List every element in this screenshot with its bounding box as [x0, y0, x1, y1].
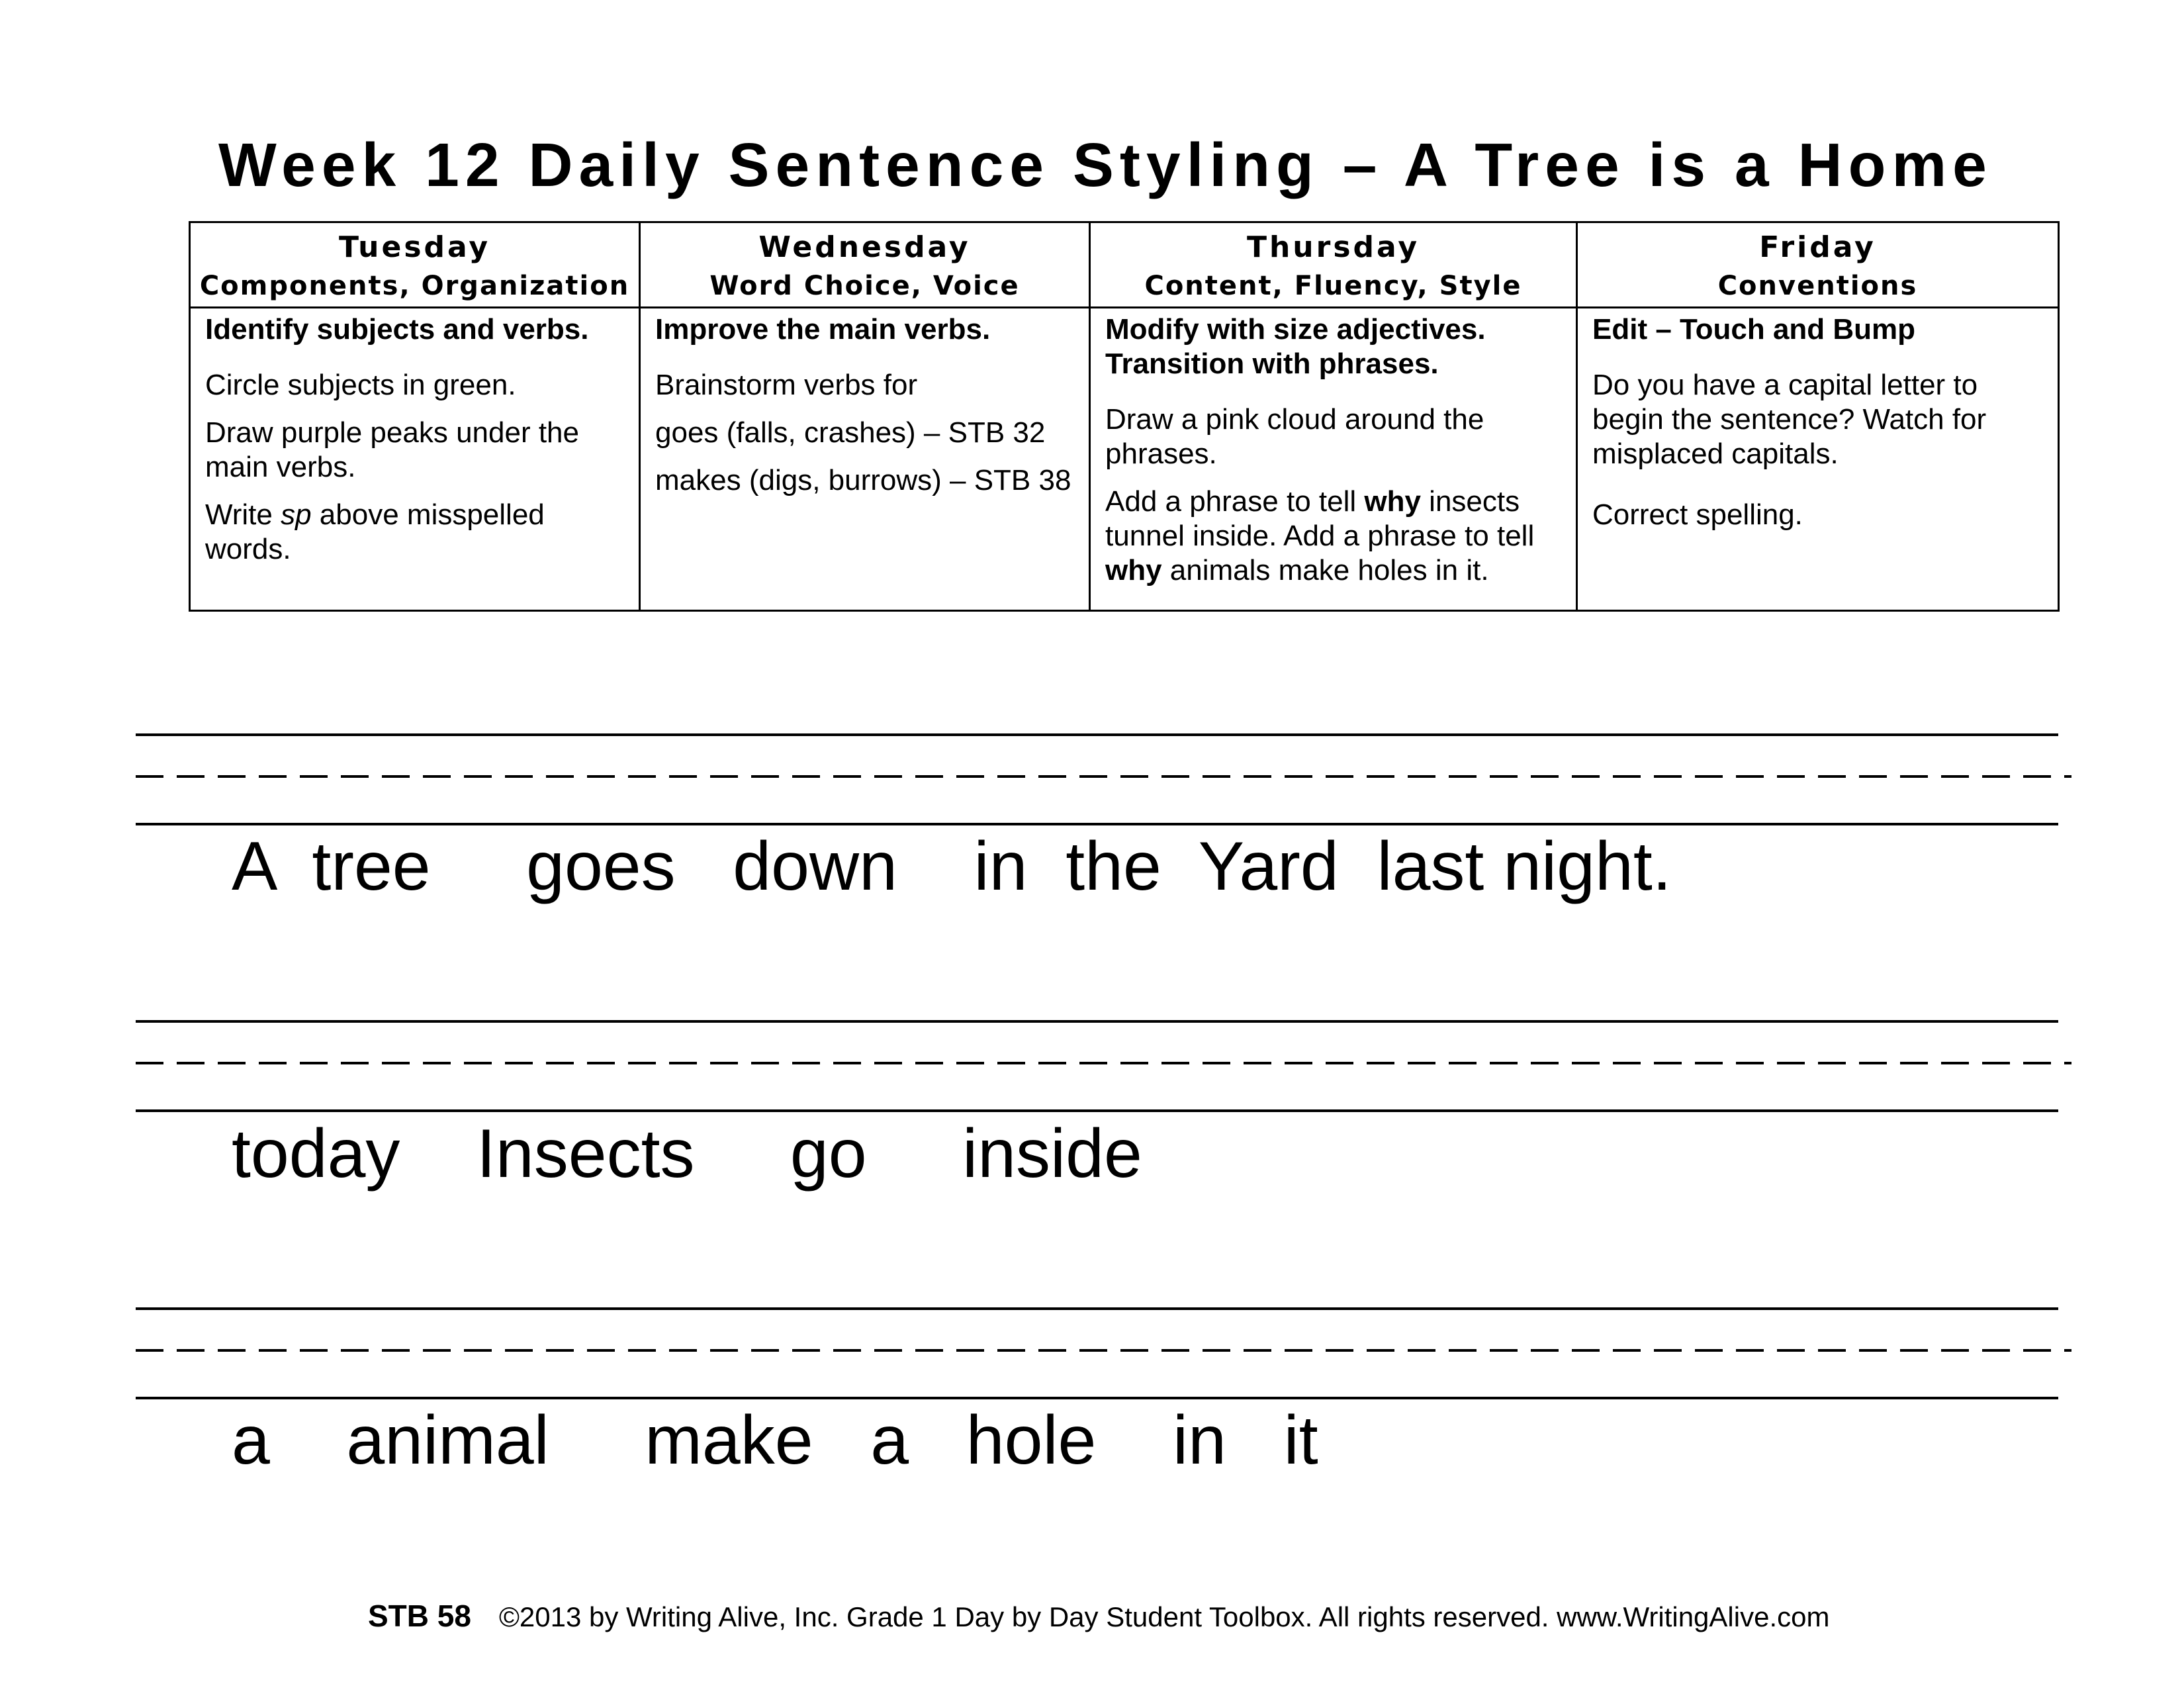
- writing-line-dashed: [136, 775, 2071, 778]
- task-heading: Transition with phrases.: [1105, 348, 1439, 380]
- instruction: makes (digs, burrows) – STB 38: [655, 464, 1071, 496]
- task-heading: Identify subjects and verbs.: [205, 313, 589, 346]
- emphasis-text: sp: [281, 498, 312, 531]
- focus-label: Word Choice, Voice: [709, 271, 1020, 301]
- bold-text: why: [1105, 554, 1162, 586]
- writing-line-top: [136, 1020, 2058, 1023]
- page-code: STB 58: [368, 1599, 471, 1633]
- focus-label: Conventions: [1717, 271, 1918, 301]
- cell-friday: [1577, 308, 2059, 611]
- instruction: Draw purple peaks under the main verbs.: [205, 416, 579, 483]
- writing-line-top: [136, 1307, 2058, 1310]
- sentence-3: a animal make a hole in it: [232, 1402, 1318, 1479]
- instruction: Circle subjects in green.: [205, 369, 516, 401]
- writing-line-dashed: [136, 1349, 2071, 1352]
- writing-line-base: [136, 823, 2058, 825]
- instruction-text: animals make holes in it.: [1161, 554, 1489, 586]
- cell-wednesday: [640, 308, 1090, 611]
- writing-line-dashed: [136, 1062, 2071, 1064]
- instruction-text: insects tunnel inside. Add a phrase to tell: [1105, 485, 1535, 552]
- instruction: [205, 498, 625, 567]
- instruction: [1105, 485, 1563, 588]
- day-label: Thursday: [1246, 230, 1420, 264]
- instruction: Do you have a capital letter to begin the sentence? Watch for misplaced capitals.: [1592, 369, 1987, 470]
- bold-text: why: [1364, 485, 1421, 518]
- task-heading: Edit – Touch and Bump: [1592, 313, 1916, 346]
- instruction: Correct spelling.: [1592, 498, 1803, 531]
- header-friday: [1577, 222, 2059, 308]
- header-thursday: [1090, 222, 1577, 308]
- day-label: Friday: [1759, 230, 1876, 264]
- day-label: Tuesday: [338, 230, 491, 264]
- focus-label: Content, Fluency, Style: [1144, 271, 1522, 301]
- lesson-table: [189, 221, 2060, 612]
- table-header-row: [190, 222, 2059, 308]
- day-label: Wednesday: [758, 230, 971, 264]
- writing-line-top: [136, 733, 2058, 736]
- copyright-text: ©2013 by Writing Alive, Inc. Grade 1 Day by Day Student Toolbox. All rights reserved. www.WritingAlive.com: [498, 1601, 1830, 1632]
- cell-tuesday: [190, 308, 640, 611]
- instruction-text: above misspelled words.: [205, 498, 545, 565]
- cell-thursday: [1090, 308, 1577, 611]
- instruction: Draw a pink cloud around the phrases.: [1105, 403, 1484, 470]
- instruction-text: Write: [205, 498, 281, 531]
- writing-line-base: [136, 1397, 2058, 1399]
- sentence-2: today Insects go inside: [232, 1115, 1142, 1192]
- header-wednesday: [640, 222, 1090, 308]
- footer: [368, 1598, 1829, 1635]
- header-tuesday: [190, 222, 640, 308]
- writing-line-base: [136, 1109, 2058, 1112]
- task-heading: Modify with size adjectives.: [1105, 313, 1486, 346]
- sentence-1: A tree goes down in the Yard last night.: [232, 828, 1672, 905]
- focus-label: Components, Organization: [199, 271, 630, 301]
- task-heading: Improve the main verbs.: [655, 313, 991, 346]
- instruction: Brainstorm verbs for: [655, 369, 918, 401]
- table-body-row: [190, 308, 2059, 611]
- page-title: Week 12 Daily Sentence Styling – A Tree is a Home: [218, 130, 1993, 199]
- instruction: goes (falls, crashes) – STB 32: [655, 416, 1046, 449]
- instruction-text: Add a phrase to tell: [1105, 485, 1365, 518]
